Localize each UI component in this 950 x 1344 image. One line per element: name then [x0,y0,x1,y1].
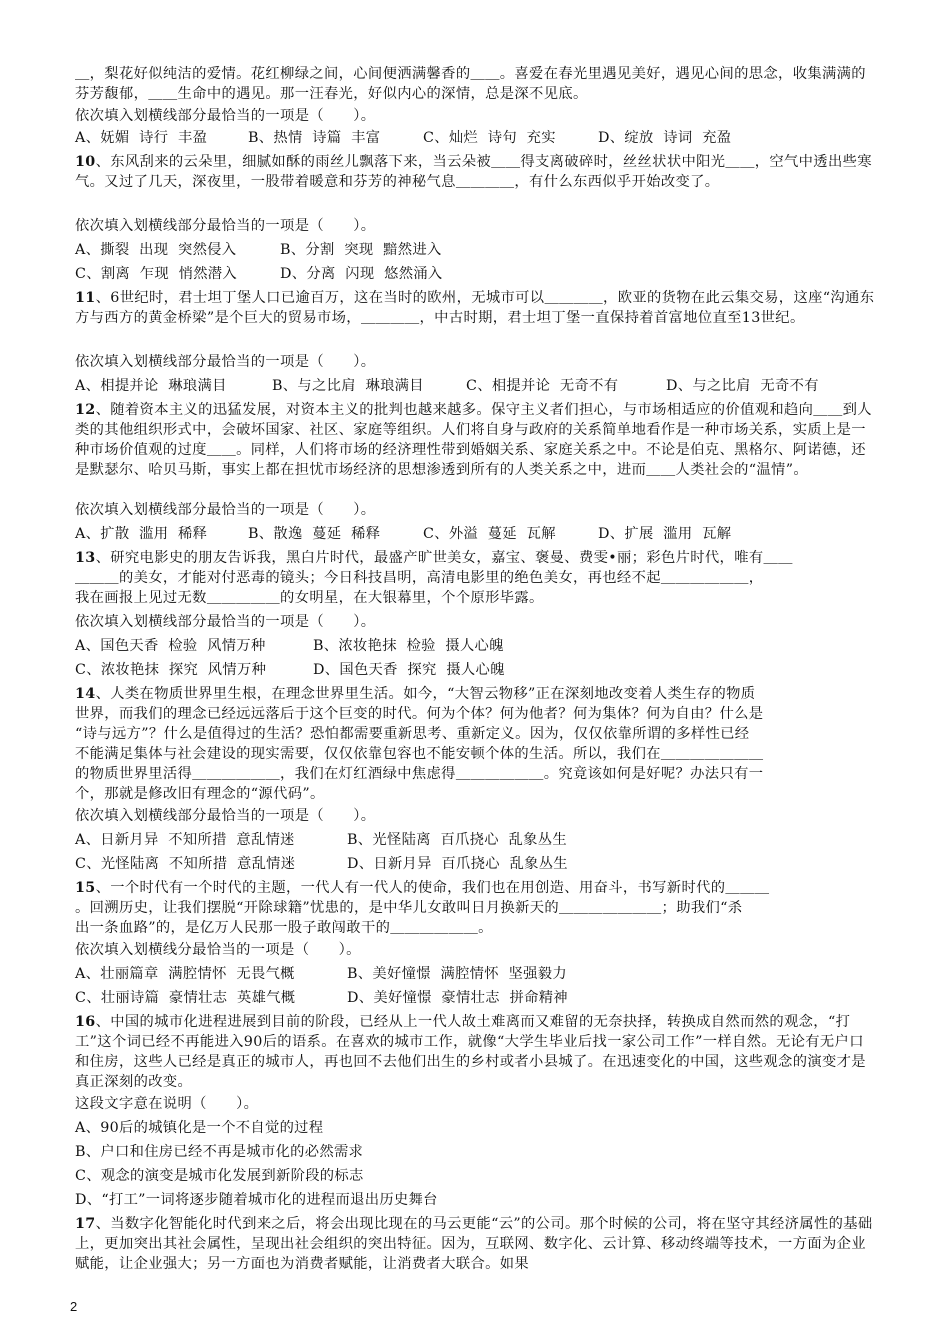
question-13-number: 13 [75,550,96,566]
question-16-option-d[interactable]: D、“打工”一词将逐步随着城市化的进程而退出历史舞台 [75,1192,438,1208]
question-13-line-1 [75,548,793,568]
question-14-option-d[interactable]: D、日新月异 百爪挠心 乱象丛生 [347,856,568,872]
question-15-option-b[interactable]: B、美好憧憬 满腔情怀 坚强毅力 [347,966,567,982]
intro-passage: ＿，梨花好似纯洁的爱情。花红柳绿之间，心间便洒满馨香的＿＿。喜爱在春光里遇见美好，遇见心间的思念，收集满满的芬芳馥郁，＿＿生命中的遇见。那一汪春光，好似内心的深情，总是深不见底。 [75,66,866,102]
intro-option-a[interactable]: A、妩媚 诗行 丰盈 [75,130,208,146]
question-10-prompt: 依次填入划横线部分最恰当的一项是（ ）。 [75,218,376,234]
question-16-option-a[interactable]: A、90后的城镇化是一个不自觉的过程 [75,1120,324,1136]
question-10-option-c[interactable]: C、割离 乍现 悄然潜入 [75,266,237,282]
question-10-option-a[interactable]: A、撕裂 出现 突然侵入 [75,242,237,258]
question-12-option-b[interactable]: B、散逸 蔓延 稀释 [248,526,381,542]
question-16-prompt: 这段文字意在说明（ ）。 [75,1096,259,1112]
question-13-line-3: 我在画报上见过无数＿＿＿＿＿的女明星，在大银幕里，个个原形毕露。 [75,590,544,606]
question-14-prompt: 依次填入划横线部分最恰当的一项是（ ）。 [75,808,376,824]
question-14-option-c[interactable]: C、光怪陆离 不知所措 意乱情迷 [75,856,296,872]
question-16-passage [75,1012,875,1092]
question-16-option-c[interactable]: C、观念的演变是城市化发展到新阶段的标志 [75,1168,364,1184]
intro-option-c[interactable]: C、灿烂 诗句 充实 [423,130,556,146]
question-12-text: 、随着资本主义的迅猛发展，对资本主义的批判也越来越多。保守主义者们担心，与市场相适应的价值观和趋向＿＿到人类的其他组织形式中，会破坏国家、社区、家庭等组织。人们将自身与政府的关系简单地看作是一种市场关系，实质上是一种市场价值观的过度＿＿。同样，人们将市场的经济理性带到婚姻关系、家庭关系之中。不论是伯克、黑格尔、阿诺德，还是默瑟尔、哈贝马斯，事实上都在担忧市场经济的思想渗透到所有的人类关系之中，进而＿＿人类社会的“温情”。 [75,402,872,478]
question-13-line-2: ＿＿＿的美女，才能对付恶毒的镜头；今日科技昌明，高清电影里的绝色美女，再也经不起＿＿＿＿＿＿， [75,570,764,586]
question-17-passage [75,1214,875,1274]
intro-option-d[interactable]: D、绽放 诗词 充盈 [598,130,732,146]
question-16-option-b[interactable]: B、户口和住房已经不再是城市化的必然需求 [75,1144,364,1160]
question-14-text-1: 、人类在物质世界里生根，在理念世界里生活。如今，“大智云物移”正在深刻地改变着人类生存的物质 [95,686,756,702]
question-14-line-3: “诗与远方”？什么是值得过的生活？恐怕都需要重新思考、重新定义。因为，仅仅依靠所谓的多样性已经 [75,726,750,742]
question-14-line-4: 不能满足集体与社会建设的现实需要，仅仅依靠包容也不能安顿个体的生活。所以，我们在＿＿＿＿＿＿＿ [75,746,764,762]
question-15-line-2: 。回溯历史，让我们摆脱“开除球籍”忧患的，是中华儿女敢叫日月换新天的＿＿＿＿＿＿＿；助我们“杀 [75,900,743,916]
question-12-prompt: 依次填入划横线部分最恰当的一项是（ ）。 [75,502,376,518]
question-15-option-c[interactable]: C、壮丽诗篇 豪情壮志 英雄气概 [75,990,296,1006]
question-15-prompt: 依次填入划横线分最恰当的一项是（ ）。 [75,942,361,958]
question-13-option-a[interactable]: A、国色天香 检验 风情万种 [75,638,266,654]
question-14-option-a[interactable]: A、日新月异 不知所措 意乱情迷 [75,832,295,848]
question-10-number: 10 [75,154,96,170]
question-11-text: 、6世纪时，君士坦丁堡人口已逾百万，这在当时的欧州，无城市可以＿＿＿＿，欧亚的货物在此云集交易，这座“沟通东方与西方的黄金桥梁”是个巨大的贸易市场，＿＿＿＿，中古时期，君士坦丁堡一直保持着首富地位直至13世纪。 [75,290,875,326]
question-13-text-1: 、研究电影史的朋友告诉我，黑白片时代，最盛产旷世美女，嘉宝、褒曼、费雯•丽；彩色片时代，唯有＿＿ [95,550,793,566]
question-14-line-2: 世界，而我们的理念已经远远落后于这个巨变的时代。何为个体？何为他者？何为集体？何为自由？什么是 [75,706,764,722]
page-number: 2 [70,1299,78,1314]
question-15-option-a[interactable]: A、壮丽篇章 满腔情怀 无畏气概 [75,966,295,982]
question-14-option-b[interactable]: B、光怪陆离 百爪挠心 乱象丛生 [347,832,567,848]
question-12-number: 12 [75,402,96,418]
question-11-option-b[interactable]: B、与之比肩 琳琅满目 [272,378,424,394]
question-10-passage [75,152,875,192]
question-11-prompt: 依次填入划横线部分最恰当的一项是（ ）。 [75,354,376,370]
question-11-passage [75,288,875,328]
question-11-option-d[interactable]: D、与之比肩 无奇不有 [666,378,819,394]
question-13-prompt: 依次填入划横线部分最恰当的一项是（ ）。 [75,614,376,630]
question-17-text: 、当数字化智能化时代到来之后，将会出现比现在的马云更能“云”的公司。那个时候的公司，将在坚守其经济属性的基础上，更加突出其社会属性，呈现出社会组织的突出特征。因为，互联网、数字化、云计算、移动终端等技术，一方面为企业赋能，让企业强大；另一方面也为消费者赋能，让消费者大联合。如果 [75,1216,873,1272]
question-17-number: 17 [75,1216,96,1232]
question-10-option-b[interactable]: B、分割 突现 黯然进入 [280,242,442,258]
question-10-text: 、东风刮来的云朵里，细腻如酥的雨丝儿飘落下来，当云朵被＿＿得支离破碎时，丝丝状状中阳光＿＿，空气中透出些寒气。又过了几天，深夜里，一股带着暖意和芬芳的神秘气息＿＿＿＿，有什么东西似乎开始改变了。 [75,154,872,190]
question-13-option-d[interactable]: D、国色天香 探究 摄人心魄 [313,662,505,678]
question-11-option-c[interactable]: C、相提并论 无奇不有 [466,378,619,394]
question-13-option-b[interactable]: B、浓妆艳抹 检验 摄人心魄 [313,638,504,654]
question-15-option-d[interactable]: D、美好憧憬 豪情壮志 拼命精神 [347,990,568,1006]
question-14-line-6: 个，那就是修改旧有理念的“源代码”。 [75,786,325,802]
question-14-line-1 [75,684,755,704]
question-13-option-c[interactable]: C、浓妆艳抹 探究 风情万种 [75,662,267,678]
question-12-passage [75,400,875,480]
question-11-number: 11 [75,290,96,306]
question-16-text: 、中国的城市化进程进展到目前的阶段，已经从上一代人故土难离而又难留的无奈抉择，转换成自然而然的观念，“打工”这个词已经不再能进入90后的语系。在喜欢的城市工作，就像“大学生毕业后找一家公司工作”一样自然。无论有无户口和住房，这些人已经是真正的城市人，再也回不去他们出生的乡村或者小县城了。在迅速变化的中国，这些观念的演变才是真正深刻的改变。 [75,1014,866,1090]
question-15-text-1: 、一个时代有一个时代的主题，一代人有一代人的使命，我们也在用创造、用奋斗，书写新时代的＿＿＿ [95,880,770,896]
intro-option-b[interactable]: B、热情 诗篇 丰富 [248,130,381,146]
question-14-line-5: 的物质世界里活得＿＿＿＿＿＿，我们在灯红酒绿中焦虑得＿＿＿＿＿＿。究竟该如何是好呢？办法只有一 [75,766,764,782]
question-16-number: 16 [75,1014,96,1030]
question-15-line-1 [75,878,769,898]
question-11-option-a[interactable]: A、相提并论 琳琅满目 [75,378,227,394]
intro-prompt: 依次填入划横线部分最恰当的一项是（ ）。 [75,108,376,124]
question-15-number: 15 [75,880,96,896]
question-12-option-a[interactable]: A、扩散 滥用 稀释 [75,526,208,542]
question-15-line-3: 出一条血路”的，是亿万人民那一股子敢闯敢干的＿＿＿＿＿＿。 [75,920,493,936]
question-12-option-d[interactable]: D、扩展 滥用 瓦解 [598,526,732,542]
question-10-option-d[interactable]: D、分离 闪现 悠然涌入 [280,266,443,282]
question-12-option-c[interactable]: C、外溢 蔓延 瓦解 [423,526,556,542]
question-14-number: 14 [75,686,96,702]
